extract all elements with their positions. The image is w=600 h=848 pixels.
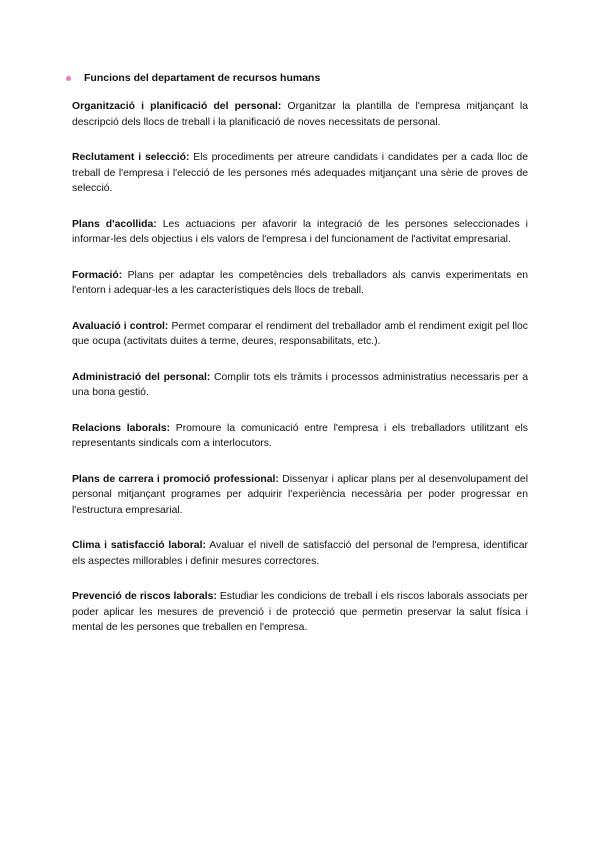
item-text: Promoure la comunicació entre l'empresa i els treballadors utilitzant els representants sindicals com a interlocutors. bbox=[72, 422, 528, 449]
item-term: Reclutament i selecció: bbox=[72, 152, 190, 163]
item-text: Els procediments per atreure candidats i candidates per a cada lloc de treball de l'empresa i l'elecció de les persones més adequades mitjançant una sèrie de proves de selecció. bbox=[72, 152, 528, 194]
list-item bbox=[72, 150, 528, 197]
list-item bbox=[72, 319, 528, 350]
item-text: Complir tots els tràmits i processos administratius necessaris per a una bona gestió. bbox=[72, 371, 529, 398]
item-text: Avaluar el nivell de satisfacció del personal de l'empresa, identificar els aspectes millorables i definir mesures correctores. bbox=[72, 540, 528, 567]
heading-text: Funcions del departament de recursos humans bbox=[84, 72, 321, 84]
item-term: Formació: bbox=[72, 269, 123, 281]
item-term: Plans de carrera i promoció professional: bbox=[72, 473, 279, 485]
item-text: Dissenyar i aplicar plans per al desenvolupament del personal mitjançant programes per adquirir l'experiència necessària per poder progressar en l'estructura empresarial. bbox=[72, 473, 529, 516]
item-term: Avaluació i control: bbox=[72, 320, 169, 332]
item-text: Organitzar la plantilla de l'empresa mitjançant la descripció dels llocs de treball i la planificació de noves necessitats de personal. bbox=[72, 101, 528, 128]
list-item bbox=[72, 99, 528, 130]
item-text: Plans per adaptar les competències dels treballadors als canvis experimentats en l'entorn i adequar-les a les característiques dels llocs de treball. bbox=[72, 269, 528, 296]
item-term: Relacions laborals: bbox=[72, 422, 171, 434]
item-term: Prevenció de riscos laborals: bbox=[72, 591, 217, 602]
list-item bbox=[72, 589, 528, 636]
list-item bbox=[72, 370, 528, 401]
list-item bbox=[72, 472, 528, 519]
item-term: Clima i satisfacció laboral: bbox=[72, 540, 206, 551]
section-heading bbox=[66, 71, 536, 85]
item-text: Estudiar les condicions de treball i els riscos laborals associats per poder aplicar les mesures de prevenció i de protecció que permetin preservar la salut física i mental de les persones que treballen en l'empresa. bbox=[72, 591, 529, 633]
item-term: Administració del personal: bbox=[72, 371, 211, 383]
item-term: Plans d'acollida: bbox=[72, 218, 157, 230]
item-text: Les actuacions per afavorir la integració de les persones seleccionades i informar-les dels objectius i els valors de l'empresa i del funcionament de l'activitat empresarial. bbox=[72, 218, 528, 245]
list-item bbox=[72, 421, 528, 452]
item-term: Organització i planificació del personal: bbox=[72, 101, 282, 112]
list-item bbox=[72, 538, 528, 569]
item-text: Permet comparar el rendiment del treballador amb el rendiment exigit pel lloc que ocupa (activitats duites a terme, deures, responsabilitats, etc.). bbox=[72, 320, 528, 347]
bullet-icon bbox=[66, 76, 71, 81]
list-item bbox=[72, 268, 528, 299]
list-item bbox=[72, 217, 528, 248]
functions-list bbox=[72, 99, 528, 656]
